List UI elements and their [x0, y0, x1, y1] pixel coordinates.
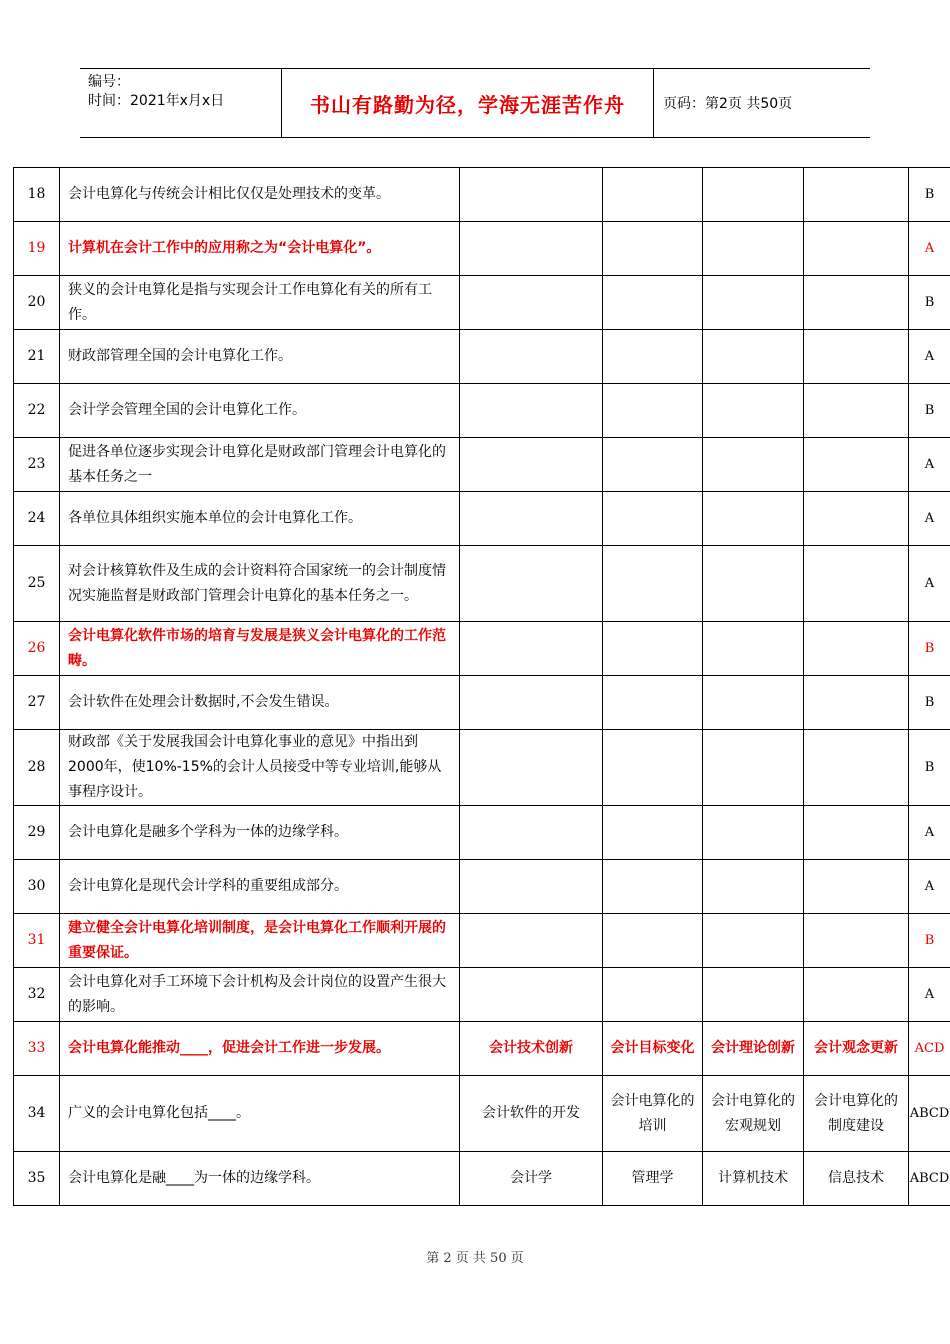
option-b	[603, 622, 703, 676]
option-d	[804, 622, 909, 676]
question-number: 35	[14, 1152, 60, 1206]
option-d	[804, 330, 909, 384]
question-text: 会计电算化与传统会计相比仅仅是处理技术的变革。	[60, 168, 460, 222]
option-a	[460, 860, 603, 914]
option-d	[804, 438, 909, 492]
question-number: 20	[14, 276, 60, 330]
option-b	[603, 730, 703, 806]
option-b	[603, 676, 703, 730]
option-c	[703, 968, 804, 1022]
question-text: 会计电算化能推动____，促进会计工作进一步发展。	[60, 1022, 460, 1076]
table-row	[14, 622, 950, 676]
option-b	[603, 330, 703, 384]
option-c	[703, 276, 804, 330]
option-c	[703, 330, 804, 384]
table-row	[14, 676, 950, 730]
question-text: 狭义的会计电算化是指与实现会计工作电算化有关的所有工作。	[60, 276, 460, 330]
option-a	[460, 676, 603, 730]
question-text: 会计电算化对手工环境下会计机构及会计岗位的设置产生很大的影响。	[60, 968, 460, 1022]
table-row	[14, 730, 950, 806]
option-d	[804, 168, 909, 222]
option-d	[804, 384, 909, 438]
option-b	[603, 438, 703, 492]
question-text: 促进各单位逐步实现会计电算化是财政部门管理会计电算化的基本任务之一	[60, 438, 460, 492]
header-motto: 书山有路勤为径，学海无涯苦作舟	[282, 69, 654, 137]
option-b: 会计电算化的培训	[603, 1076, 703, 1152]
option-b	[603, 492, 703, 546]
option-c	[703, 384, 804, 438]
question-number: 28	[14, 730, 60, 806]
question-number: 34	[14, 1076, 60, 1152]
question-table	[13, 167, 950, 1206]
option-b	[603, 168, 703, 222]
table-row	[14, 276, 950, 330]
option-c	[703, 914, 804, 968]
answer-key: A	[909, 968, 950, 1022]
option-b	[603, 222, 703, 276]
option-a: 会计软件的开发	[460, 1076, 603, 1152]
answer-key: A	[909, 330, 950, 384]
question-number: 26	[14, 622, 60, 676]
table-row	[14, 914, 950, 968]
option-d	[804, 676, 909, 730]
answer-key: B	[909, 384, 950, 438]
question-number: 33	[14, 1022, 60, 1076]
question-text: 会计软件在处理会计数据时,不会发生错误。	[60, 676, 460, 730]
option-a	[460, 492, 603, 546]
table-row	[14, 1076, 950, 1152]
option-a: 会计学	[460, 1152, 603, 1206]
option-c	[703, 730, 804, 806]
answer-key: B	[909, 730, 950, 806]
option-d	[804, 860, 909, 914]
answer-key: B	[909, 276, 950, 330]
option-b	[603, 968, 703, 1022]
option-b	[603, 276, 703, 330]
table-row	[14, 1152, 950, 1206]
option-a	[460, 438, 603, 492]
option-a	[460, 276, 603, 330]
table-row	[14, 492, 950, 546]
question-text: 对会计核算软件及生成的会计资料符合国家统一的会计制度情况实施监督是财政部门管理会计电算化的基本任务之一。	[60, 546, 460, 622]
option-b	[603, 860, 703, 914]
table-row	[14, 1022, 950, 1076]
question-number: 29	[14, 806, 60, 860]
question-text: 广义的会计电算化包括____。	[60, 1076, 460, 1152]
page-header	[80, 68, 870, 138]
option-b	[603, 546, 703, 622]
option-a	[460, 330, 603, 384]
table-row	[14, 968, 950, 1022]
option-c	[703, 860, 804, 914]
option-d	[804, 276, 909, 330]
question-number: 18	[14, 168, 60, 222]
document-code-label: 编号：	[88, 74, 130, 90]
option-c	[703, 168, 804, 222]
option-c	[703, 546, 804, 622]
question-text: 会计电算化是融____为一体的边缘学科。	[60, 1152, 460, 1206]
option-d: 会计观念更新	[804, 1022, 909, 1076]
option-d	[804, 968, 909, 1022]
question-text: 会计电算化是现代会计学科的重要组成部分。	[60, 860, 460, 914]
option-a	[460, 806, 603, 860]
option-c	[703, 438, 804, 492]
option-a	[460, 914, 603, 968]
option-c	[703, 222, 804, 276]
table-row	[14, 384, 950, 438]
option-a	[460, 168, 603, 222]
option-c: 计算机技术	[703, 1152, 804, 1206]
option-a	[460, 546, 603, 622]
option-c: 会计理论创新	[703, 1022, 804, 1076]
question-number: 31	[14, 914, 60, 968]
answer-key: A	[909, 860, 950, 914]
question-number: 19	[14, 222, 60, 276]
option-a	[460, 968, 603, 1022]
question-text: 财政部《关于发展我国会计电算化事业的意见》中指出到2000年，使10%-15%的会计人员接受中等专业培训,能够从事程序设计。	[60, 730, 460, 806]
page-footer: 第 2 页 共 50 页	[426, 1251, 524, 1266]
question-number: 24	[14, 492, 60, 546]
answer-key: ABCD	[909, 1152, 950, 1206]
option-a	[460, 730, 603, 806]
document-time-label: 时间：2021年x月x日	[88, 93, 225, 109]
option-a	[460, 222, 603, 276]
option-d	[804, 492, 909, 546]
question-number: 30	[14, 860, 60, 914]
answer-key: A	[909, 438, 950, 492]
question-text: 计算机在会计工作中的应用称之为“会计电算化”。	[60, 222, 460, 276]
question-number: 22	[14, 384, 60, 438]
table-row	[14, 438, 950, 492]
question-number: 23	[14, 438, 60, 492]
table-row	[14, 860, 950, 914]
question-number: 32	[14, 968, 60, 1022]
option-b	[603, 384, 703, 438]
answer-key: B	[909, 168, 950, 222]
answer-key: B	[909, 914, 950, 968]
option-b	[603, 914, 703, 968]
answer-key: A	[909, 492, 950, 546]
option-c	[703, 806, 804, 860]
option-d	[804, 806, 909, 860]
option-a	[460, 384, 603, 438]
option-c	[703, 492, 804, 546]
option-d: 会计电算化的制度建设	[804, 1076, 909, 1152]
question-text: 各单位具体组织实施本单位的会计电算化工作。	[60, 492, 460, 546]
option-c: 会计电算化的宏观规划	[703, 1076, 804, 1152]
answer-key: A	[909, 546, 950, 622]
question-text: 建立健全会计电算化培训制度，是会计电算化工作顺利开展的重要保证。	[60, 914, 460, 968]
header-meta	[80, 69, 282, 137]
question-text: 会计电算化是融多个学科为一体的边缘学科。	[60, 806, 460, 860]
answer-key: ACD	[909, 1022, 950, 1076]
question-text: 财政部管理全国的会计电算化工作。	[60, 330, 460, 384]
answer-key: A	[909, 806, 950, 860]
option-d	[804, 222, 909, 276]
header-page-info: 页码：第2页 共50页	[663, 96, 793, 112]
table-row	[14, 222, 950, 276]
option-d: 信息技术	[804, 1152, 909, 1206]
answer-key: A	[909, 222, 950, 276]
question-number: 21	[14, 330, 60, 384]
option-d	[804, 914, 909, 968]
option-b: 会计目标变化	[603, 1022, 703, 1076]
question-number: 25	[14, 546, 60, 622]
answer-key: ABCD	[909, 1076, 950, 1152]
question-text: 会计电算化软件市场的培育与发展是狭义会计电算化的工作范畴。	[60, 622, 460, 676]
option-a	[460, 622, 603, 676]
question-number: 27	[14, 676, 60, 730]
option-b: 管理学	[603, 1152, 703, 1206]
option-a: 会计技术创新	[460, 1022, 603, 1076]
option-d	[804, 546, 909, 622]
table-row	[14, 330, 950, 384]
option-d	[804, 730, 909, 806]
option-b	[603, 806, 703, 860]
answer-key: B	[909, 676, 950, 730]
table-row	[14, 546, 950, 622]
table-row	[14, 806, 950, 860]
answer-key: B	[909, 622, 950, 676]
option-c	[703, 622, 804, 676]
option-c	[703, 676, 804, 730]
question-text: 会计学会管理全国的会计电算化工作。	[60, 384, 460, 438]
table-row	[14, 168, 950, 222]
